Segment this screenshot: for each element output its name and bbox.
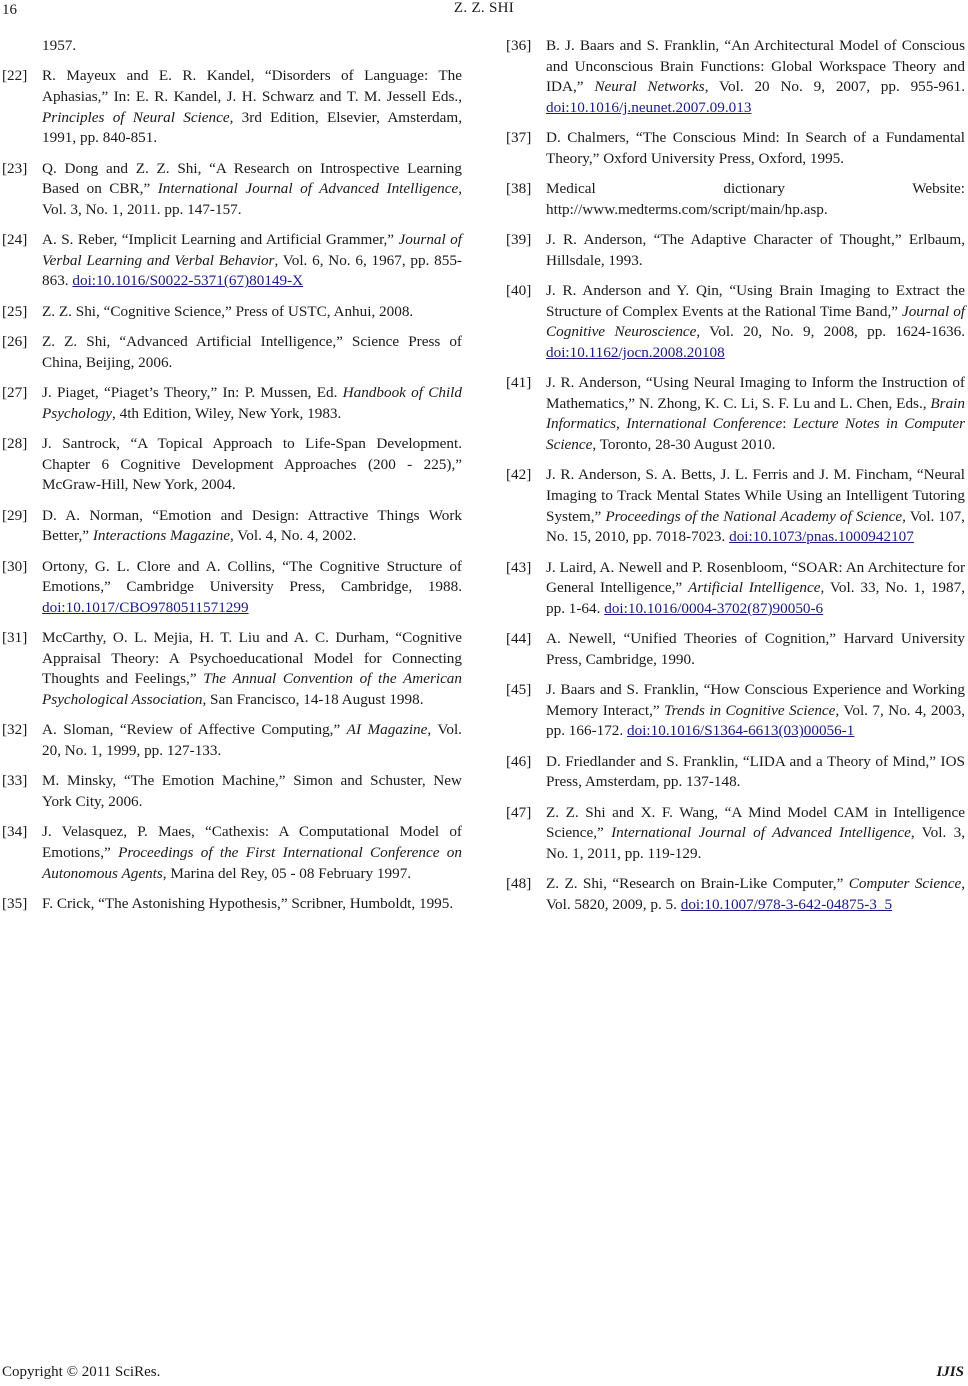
reference-entry xyxy=(2,159,462,221)
reference-text-segment: Vol. 7, No. 4, 2003, pp. 166-172. xyxy=(546,701,966,740)
doi-link[interactable]: doi:10.1016/j.neunet.2007.09.013 xyxy=(546,98,752,116)
footer-journal: IJIS xyxy=(936,1364,964,1380)
doi-link[interactable]: doi:10.1016/0004-3702(87)90050-6 xyxy=(604,599,824,617)
reference-entry xyxy=(2,434,462,496)
reference-italic-text: The Annual Convention of the American Psychological Association xyxy=(42,670,462,708)
reference-number: [26] xyxy=(2,333,28,351)
reference-text-segment: Z. Z. Shi, “Advanced Artificial Intelligence,” Science Press of China, Beijing, 2006. xyxy=(42,333,462,371)
reference-italic-text: Artificial Intelligence xyxy=(688,579,821,597)
reference-text-segment: : xyxy=(782,415,793,433)
reference-number: [37] xyxy=(506,129,532,147)
reference-number: [31] xyxy=(2,629,28,647)
doi-link[interactable]: doi:10.1016/S1364-6613(03)00056-1 xyxy=(627,722,855,740)
reference-entry xyxy=(2,332,462,373)
reference-text-segment: , Vol. 107, No. 15, 2010, pp. 7018-7023. xyxy=(546,507,965,546)
reference-text-segment: Medical dictionary Website: http://www.medterms.com/script/main/hp.asp. xyxy=(546,180,965,218)
reference-number: [45] xyxy=(506,681,532,699)
reference-text-segment: , Vol. 3, No. 1, 2011, pp. 119-129. xyxy=(546,824,965,862)
reference-text-segment: J. Piaget, “Piaget’s Theory,” In: P. Mussen, Ed. xyxy=(42,384,343,402)
reference-italic-text: Computer Science xyxy=(848,875,962,893)
reference-entry xyxy=(2,230,462,292)
reference-text-segment: J. R. Anderson and Y. Qin, “Using Brain Imaging to Extract the Structure of Complex Events at the Rational Time Band,” xyxy=(546,282,965,320)
reference-entry xyxy=(506,373,965,455)
reference-entry xyxy=(506,128,965,169)
reference-text-segment: , Vol. 3, No. 1, 2011. pp. 147-157. xyxy=(42,180,462,218)
doi-link[interactable]: doi:10.1073/pnas.1000942107 xyxy=(729,528,914,546)
reference-text-segment: J. R. Anderson, “Using Neural Imaging to Inform the Instruction of Mathematics,” N. Zhong, K. C. Li, S. F. Lu and L. Chen, Eds., xyxy=(546,374,965,412)
reference-number: [40] xyxy=(506,282,532,300)
reference-entry xyxy=(2,720,462,761)
reference-entry xyxy=(506,465,965,547)
doi-link[interactable]: doi:10.1016/S0022-5371(67)80149-X xyxy=(72,272,304,290)
doi-link[interactable]: doi:10.1017/CBO9780511571299 xyxy=(42,598,249,616)
reference-italic-text: Proceedings of the First International Conference on Autonomous Agents xyxy=(42,843,462,882)
reference-number: [23] xyxy=(2,159,28,177)
reference-text-segment: , Vol. 4, No. 4, 2002. xyxy=(229,527,357,545)
reference-text-segment: B. J. Baars and S. Franklin, “An Architectural Model of Conscious and Unconscious Brain Functions: Global Workspace Theory and IDA,” xyxy=(546,37,965,96)
reference-number: [48] xyxy=(506,875,532,893)
reference-text-segment: , Vol. 20 No. 9, 2007, pp. 955-961. xyxy=(704,78,965,96)
reference-text-segment: J. Baars and S. Franklin, “How Conscious Experience and Working Memory Interact,” xyxy=(546,681,965,719)
reference-text-segment: Z. Z. Shi, “Cognitive Science,” Press of USTC, Anhui, 2008. xyxy=(42,302,414,320)
reference-text xyxy=(42,230,462,292)
reference-entry xyxy=(506,281,965,363)
reference-entry xyxy=(506,629,965,670)
reference-text xyxy=(42,894,462,915)
reference-number: [39] xyxy=(506,231,532,249)
reference-italic-text: International Journal of Advanced Intelligence xyxy=(611,824,911,842)
reference-entry xyxy=(2,771,462,812)
reference-number: [36] xyxy=(506,37,532,54)
reference-text-segment: Z. Z. Shi and X. F. Wang, “A Mind Model CAM in Intelligence Science,” xyxy=(546,803,965,842)
reference-text xyxy=(42,434,462,496)
reference-text-segment: J. R. Anderson, S. A. Betts, J. L. Ferris and J. M. Fincham, “Neural Imaging to Track Mental States While Using an Intelligent Tutoring System,” xyxy=(546,466,965,525)
reference-italic-text: Handbook of Child Psychology xyxy=(42,384,462,422)
reference-entry xyxy=(506,874,965,915)
reference-text-segment: Z. Z. Shi, “Research on Brain-Like Computer,” xyxy=(546,875,849,893)
footer-copyright: Copyright © 2011 SciRes. xyxy=(2,1364,161,1380)
reference-text xyxy=(546,629,965,670)
reference-italic-text: International Conference xyxy=(626,415,783,433)
reference-text xyxy=(546,179,965,220)
reference-text-segment: D. Chalmers, “The Conscious Mind: In Search of a Fundamental Theory,” Oxford University Press, Oxford, 1995. xyxy=(546,129,965,167)
reference-entry xyxy=(2,628,462,710)
reference-number: [41] xyxy=(506,374,532,392)
reference-text-segment: Ortony, G. L. Clore and A. Collins, “The Cognitive Structure of Emotions,” Cambridge University Press, Cambridge, 1988. xyxy=(42,557,462,596)
reference-entry xyxy=(506,179,965,220)
references-right-column xyxy=(506,36,965,925)
reference-text xyxy=(546,874,965,915)
reference-text-segment: A. Sloman, “Review of Affective Computing,” xyxy=(42,721,347,739)
reference-number: [47] xyxy=(506,803,532,821)
reference-continuation: 1957. xyxy=(42,37,77,54)
reference-text xyxy=(42,66,462,148)
reference-number: [28] xyxy=(2,435,28,453)
reference-entry xyxy=(506,752,965,793)
reference-number: [25] xyxy=(2,302,28,320)
reference-text-segment: D. A. Norman, “Emotion and Design: Attractive Things Work Better,” xyxy=(42,506,462,545)
reference-italic-text: Interactions Magazine xyxy=(92,527,230,545)
reference-number: [43] xyxy=(506,558,532,576)
reference-italic-text: Brain Informatics xyxy=(546,394,965,433)
reference-entry xyxy=(506,803,965,865)
reference-entry xyxy=(506,558,965,620)
reference-text xyxy=(42,383,462,424)
reference-italic-text: Journal of Verbal Learning and Verbal Behavior xyxy=(42,231,462,269)
reference-text-segment: , Toronto, 28-30 August 2010. xyxy=(592,436,776,454)
reference-text xyxy=(546,680,965,742)
reference-text-segment: M. Minsky, “The Emotion Machine,” Simon and Schuster, New York City, 2006. xyxy=(42,772,462,810)
reference-entry xyxy=(506,36,965,118)
reference-text xyxy=(42,628,462,710)
reference-text-segment: , Vol. 33, No. 1, 1987, pp. 1-64. xyxy=(546,579,966,617)
reference-text-segment: Q. Dong and Z. Z. Shi, “A Research on Introspective Learning Based on CBR,” xyxy=(42,159,462,198)
reference-text xyxy=(42,822,462,884)
reference-number: [33] xyxy=(2,772,28,790)
reference-number: [38] xyxy=(506,180,532,198)
reference-text xyxy=(546,558,965,620)
running-head: Z. Z. SHI xyxy=(453,0,515,16)
reference-text xyxy=(546,465,965,547)
reference-text-segment: J. Laird, A. Newell and P. Rosenbloom, “SOAR: An Architecture for General Intelligence,” xyxy=(546,558,965,597)
reference-text xyxy=(546,373,965,455)
reference-number: [22] xyxy=(2,67,28,85)
reference-entry xyxy=(2,557,462,619)
reference-text-segment: D. Friedlander and S. Franklin, “LIDA and a Theory of Mind,” IOS Press, Amsterdam, pp. 137-148. xyxy=(546,752,965,791)
reference-text-segment: A. S. Reber, “Implicit Learning and Artificial Grammer,” xyxy=(42,231,399,249)
reference-text-segment: F. Crick, “The Astonishing Hypothesis,” Scribner, Humboldt, 1995. xyxy=(42,894,454,912)
reference-number: [24] xyxy=(2,231,28,249)
reference-text-segment: , Vol. 20, No. 1, 1999, pp. 127-133. xyxy=(42,721,462,759)
reference-text xyxy=(42,302,462,323)
reference-entry xyxy=(2,506,462,547)
reference-text xyxy=(546,230,965,271)
reference-text-segment: , Vol. 5820, 2009, p. 5. xyxy=(546,875,965,913)
reference-italic-text: Lecture Notes in Computer Science xyxy=(546,415,965,454)
reference-text-segment: A. Newell, “Unified Theories of Cognition,” Harvard University Press, Cambridge, 1990. xyxy=(546,630,965,668)
reference-text xyxy=(42,771,462,812)
reference-text xyxy=(546,281,965,363)
references-left-column xyxy=(2,36,462,924)
reference-text-segment: J. R. Anderson, “The Adaptive Character of Thought,” Erlbaum, Hillsdale, 1993. xyxy=(546,231,965,269)
reference-text xyxy=(546,752,965,793)
reference-text-segment: McCarthy, O. L. Mejia, H. T. Liu and A. C. Durham, “Cognitive Appraisal Theory: A Psychoeducational Model for Connecting Thoughts and Feelings,” xyxy=(42,629,462,688)
reference-number: [44] xyxy=(506,630,532,648)
reference-entry xyxy=(2,302,462,323)
reference-italic-text: Journal of Cognitive Neuroscience xyxy=(546,302,966,341)
reference-text xyxy=(546,128,965,169)
reference-italic-text: Trends in Cognitive Science, xyxy=(664,701,840,719)
reference-text-segment: , xyxy=(616,415,627,433)
reference-number: [35] xyxy=(2,894,28,912)
reference-entry xyxy=(506,680,965,742)
reference-text-segment: , Vol. 20, No. 9, 2008, pp. 1624-1636. xyxy=(696,323,965,341)
reference-number: [46] xyxy=(506,752,532,770)
reference-italic-text: Proceedings of the National Academy of Science xyxy=(605,507,903,525)
reference-entry xyxy=(2,822,462,884)
reference-entry xyxy=(506,230,965,271)
reference-number: [42] xyxy=(506,466,532,484)
reference-number: [34] xyxy=(2,823,28,841)
reference-text xyxy=(42,557,462,619)
doi-link[interactable]: doi:10.1162/jocn.2008.20108 xyxy=(546,343,725,361)
reference-text-segment: R. Mayeux and E. R. Kandel, “Disorders of Language: The Aphasias,” In: E. R. Kandel, J. H. Schwarz and T. M. Jessell Eds., xyxy=(42,67,462,105)
reference-entry xyxy=(2,894,462,915)
reference-italic-text: Neural Networks xyxy=(594,78,705,96)
reference-text xyxy=(42,720,462,761)
reference-entry xyxy=(2,383,462,424)
reference-text-segment: , Marina del Rey, 05 - 08 February 1997. xyxy=(162,864,412,882)
reference-text-segment: , San Francisco, 14-18 August 1998. xyxy=(202,691,424,708)
reference-number: [27] xyxy=(2,384,28,402)
reference-number: [32] xyxy=(2,721,28,739)
reference-text-segment: , Vol. 6, No. 6, 1967, pp. 855-863. xyxy=(42,251,462,290)
reference-entry xyxy=(2,66,462,148)
page-number: 16 xyxy=(2,2,17,18)
reference-text xyxy=(42,506,462,547)
reference-text-segment: J. Santrock, “A Topical Approach to Life-Span Development. Chapter 6 Cognitive Development Approaches (200 - 225),” McGraw-Hill, New York, 2004. xyxy=(42,435,462,494)
reference-number: [29] xyxy=(2,506,28,524)
reference-text xyxy=(42,159,462,221)
reference-text xyxy=(546,803,965,865)
reference-text-segment: J. Velasquez, P. Maes, “Cathexis: A Computational Model of Emotions,” xyxy=(42,823,462,861)
reference-italic-text: Principles of Neural Science xyxy=(42,108,230,126)
doi-link[interactable]: doi:10.1007/978-3-642-04875-3_5 xyxy=(680,895,893,913)
reference-text xyxy=(546,36,965,118)
reference-text-segment: , 4th Edition, Wiley, New York, 1983. xyxy=(112,404,342,422)
reference-number: [30] xyxy=(2,557,28,575)
reference-text xyxy=(42,332,462,373)
reference-italic-text: International Journal of Advanced Intelligence xyxy=(157,180,459,198)
reference-italic-text: AI Magazine xyxy=(346,721,428,739)
reference-text-segment: , 3rd Edition, Elsevier, Amsterdam, 1991, pp. 840-851. xyxy=(42,108,462,147)
